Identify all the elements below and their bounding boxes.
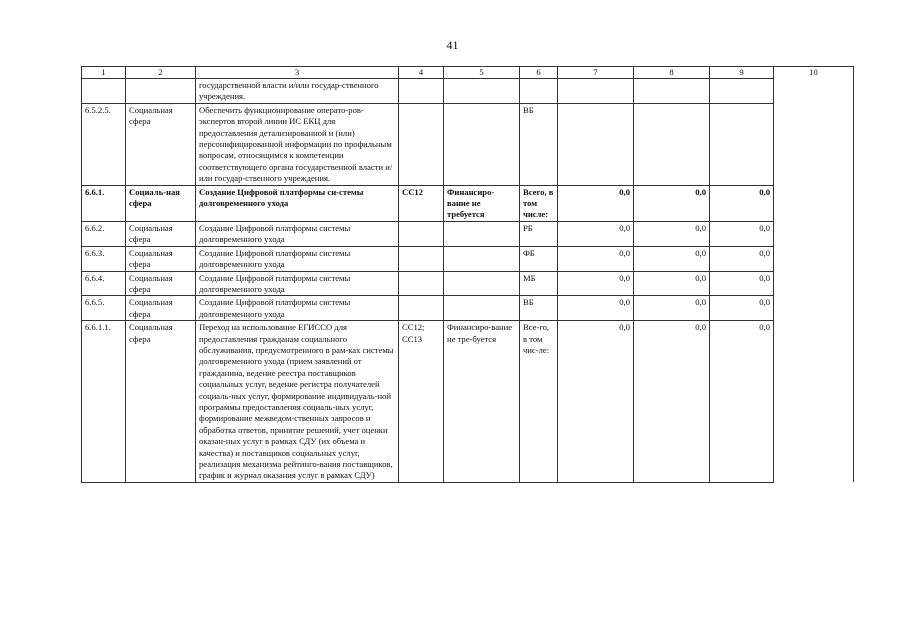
description: Создание Цифровой платформы системы долговременного ухода	[196, 271, 399, 296]
col-header: 2	[126, 67, 196, 79]
row-number: 6.6.3.	[82, 246, 126, 271]
financing	[444, 296, 520, 321]
value-col-7: 0,0	[558, 321, 634, 483]
col-header: 8	[634, 67, 710, 79]
sphere: Социальная сфера	[126, 296, 196, 321]
value-col-7: 0,0	[558, 221, 634, 246]
value-col-9: 0,0	[710, 185, 774, 221]
financing: Финансиро-вание не требуется	[444, 185, 520, 221]
table-row	[82, 321, 854, 483]
sphere: Социальная сфера	[126, 103, 196, 185]
financing	[444, 221, 520, 246]
col-10-blank	[774, 79, 854, 104]
col-header: 4	[399, 67, 444, 79]
value-col-8: 0,0	[634, 321, 710, 483]
col-10-blank	[774, 185, 854, 221]
row-number: 6.6.1.	[82, 185, 126, 221]
col-header: 6	[520, 67, 558, 79]
value-col-9: 0,0	[710, 296, 774, 321]
sphere: Социальная сфера	[126, 321, 196, 483]
budget-source: ВБ	[520, 296, 558, 321]
indicator-code	[399, 79, 444, 104]
budget-source: Всего, в том числе:	[520, 185, 558, 221]
col-10-blank	[774, 321, 854, 483]
financing	[444, 103, 520, 185]
page-number: 41	[446, 38, 459, 52]
budget-source: Все-го, в том чис-ле:	[520, 321, 558, 483]
description: Создание Цифровой платформы системы долговременного ухода	[196, 296, 399, 321]
value-col-8: 0,0	[634, 246, 710, 271]
row-number	[82, 79, 126, 104]
sphere	[126, 79, 196, 104]
sphere: Социаль-ная сфера	[126, 185, 196, 221]
budget-source: ФБ	[520, 246, 558, 271]
description: Создание Цифровой платформы системы долговременного ухода	[196, 221, 399, 246]
budget-source	[520, 79, 558, 104]
value-col-7	[558, 79, 634, 104]
col-header: 5	[444, 67, 520, 79]
sphere: Социальная сфера	[126, 221, 196, 246]
value-col-8: 0,0	[634, 296, 710, 321]
description: Создание Цифровой платформы системы долговременного ухода	[196, 246, 399, 271]
value-col-7: 0,0	[558, 246, 634, 271]
indicator-code	[399, 296, 444, 321]
col-10-blank	[774, 246, 854, 271]
value-col-8: 0,0	[634, 221, 710, 246]
col-header: 3	[196, 67, 399, 79]
row-number: 6.5.2.5.	[82, 103, 126, 185]
indicator-code	[399, 103, 444, 185]
table-row	[82, 271, 854, 296]
value-col-9	[710, 79, 774, 104]
col-10-blank	[774, 296, 854, 321]
table-row	[82, 246, 854, 271]
col-header: 10	[774, 67, 854, 79]
row-number: 6.6.4.	[82, 271, 126, 296]
table-row	[82, 296, 854, 321]
plan-table	[81, 66, 854, 483]
value-col-7: 0,0	[558, 271, 634, 296]
indicator-code: СС12; СС13	[399, 321, 444, 483]
financing	[444, 246, 520, 271]
col-10-blank	[774, 271, 854, 296]
value-col-7: 0,0	[558, 296, 634, 321]
description: Переход на использование ЕГИССО для предоставления гражданам социального обслуживания, предусмотренного в рам-ках системы долговременного ухода (прием заявлений от гражданина, ведение реестра поставщиков социальных услуг, ведение регистра получателей социаль-ных услуг, формирование индивидуаль-ной программы предоставления социаль-ных услуг, формирование межведом-ственных запросов и обработка ответов, принятие решений, учет оценки оказан-ных услуг в рамках СДУ (их объема и качества) и поставщиков социальных услуг, реализация механизма рейтинго-вания поставщиков, график и журнал оказания услуг в рамках СДУ)	[196, 321, 399, 483]
value-col-9	[710, 103, 774, 185]
value-col-8: 0,0	[634, 271, 710, 296]
col-header: 1	[82, 67, 126, 79]
table-row	[82, 221, 854, 246]
col-header: 9	[710, 67, 774, 79]
value-col-9: 0,0	[710, 271, 774, 296]
value-col-9: 0,0	[710, 221, 774, 246]
header-row	[82, 67, 854, 79]
table-row	[82, 103, 854, 185]
value-col-8	[634, 79, 710, 104]
col-header: 7	[558, 67, 634, 79]
description: Обеспечить функционирование операто-ров-экспертов второй линии ИС ЕКЦ для предоставления детализированной и (или) персонифицированной информации по профильным вопросам, относящимся к компетенции соответствующего органа государственной власти и/или государ-ственного учреждения.	[196, 103, 399, 185]
indicator-code: СС12	[399, 185, 444, 221]
table-row	[82, 185, 854, 221]
financing	[444, 271, 520, 296]
row-number: 6.6.2.	[82, 221, 126, 246]
description: государственной власти и/или государ-ственного учреждения.	[196, 79, 399, 104]
value-col-7: 0,0	[558, 185, 634, 221]
value-col-9: 0,0	[710, 321, 774, 483]
col-10-blank	[774, 103, 854, 185]
description: Создание Цифровой платформы си-стемы долговременного ухода	[196, 185, 399, 221]
col-10-blank	[774, 221, 854, 246]
row-number: 6.6.5.	[82, 296, 126, 321]
sphere: Социальная сфера	[126, 246, 196, 271]
row-number: 6.6.1.1.	[82, 321, 126, 483]
budget-source: МБ	[520, 271, 558, 296]
financing	[444, 79, 520, 104]
financing: Финансиро-вание не тре-буется	[444, 321, 520, 483]
value-col-9: 0,0	[710, 246, 774, 271]
indicator-code	[399, 221, 444, 246]
indicator-code	[399, 271, 444, 296]
indicator-code	[399, 246, 444, 271]
value-col-7	[558, 103, 634, 185]
sphere: Социальная сфера	[126, 271, 196, 296]
value-col-8: 0,0	[634, 185, 710, 221]
budget-source: ВБ	[520, 103, 558, 185]
value-col-8	[634, 103, 710, 185]
table-row	[82, 79, 854, 104]
budget-source: РБ	[520, 221, 558, 246]
